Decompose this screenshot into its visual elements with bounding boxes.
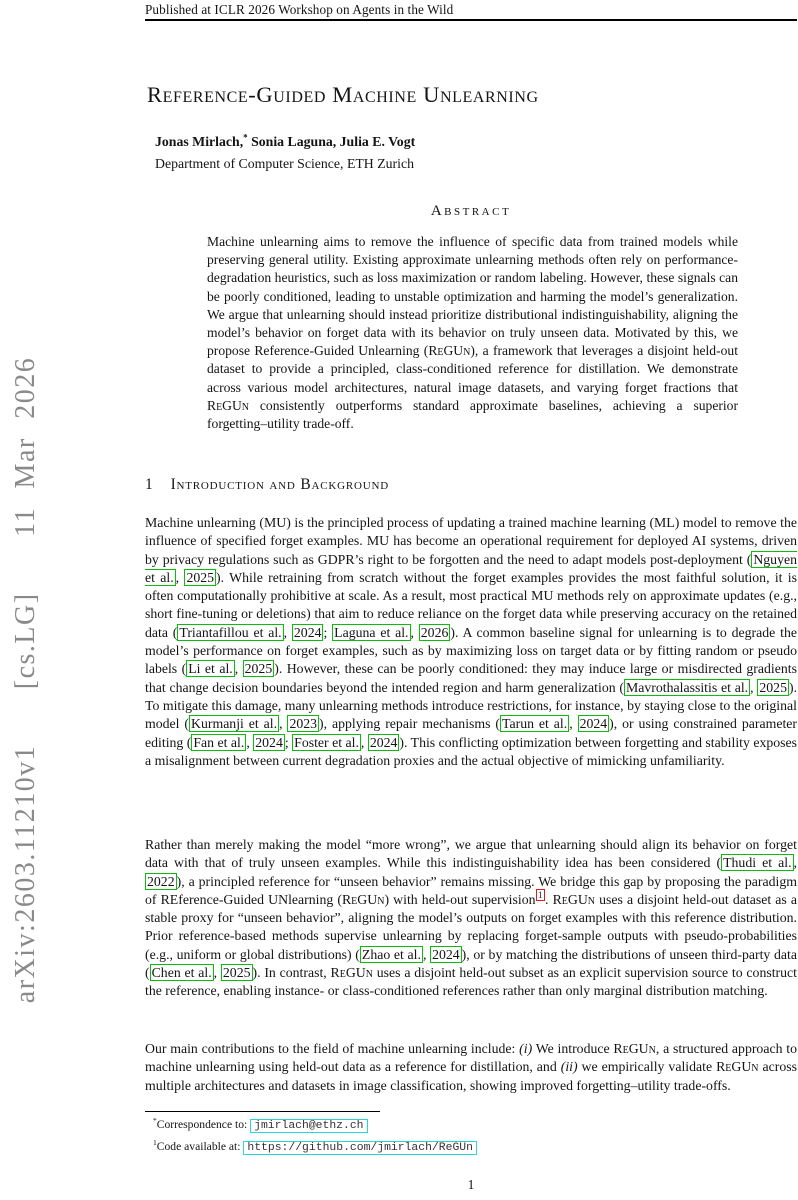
smallcaps-text: ReGUn — [341, 891, 385, 907]
arxiv-watermark: arXiv:2603.11210v1 [cs.LG] 11 Mar 2026 — [10, 356, 41, 1004]
citation-link[interactable]: 2024 — [255, 734, 283, 750]
affiliation: Department of Computer Science, ETH Zurich — [155, 156, 414, 171]
citation-link[interactable]: 2023 — [289, 716, 318, 732]
footnote-correspondence: *Correspondence to: jmirlach@ethz.ch — [145, 1115, 797, 1137]
citation-link[interactable]: Li et al. — [188, 661, 233, 677]
running-head: Published at ICLR 2026 Workshop on Agents in the Wild — [145, 2, 454, 17]
citation-link[interactable]: Fan et al. — [193, 734, 245, 750]
citation-link[interactable]: 2025 — [244, 661, 273, 677]
citation-link[interactable]: 2025 — [186, 569, 215, 585]
hyperlink[interactable]: jmirlach@ethz.ch — [250, 1119, 367, 1133]
section-title: Introduction and Background — [170, 476, 389, 493]
citation-link[interactable]: Zhao et al. — [361, 946, 421, 962]
italic-text: (i) — [519, 1041, 533, 1056]
smallcaps-text: ReGUn — [716, 1059, 759, 1075]
hyperlink[interactable]: https://github.com/jmirlach/ReGUn — [243, 1141, 477, 1155]
section-1-heading — [145, 476, 389, 494]
page-number: 1 — [467, 1177, 475, 1192]
footnote-marker: * — [243, 132, 248, 143]
intro-paragraph-1: Machine unlearning (MU) is the principled process of updating a trained machine learning (ML) model to remove the influence of specified forget examples. MU has become an operational requirement for deployed AI systems, driven by privacy regulations such as GDPR’s right to be forgotten and the need to adapt models post-deployment ( Nguyen et al. , 2025 ). While retraining from scratch without the forget examples provides the most faithful solution, it is often computationally prohibitive at scale. As a result, most practical MU methods rely on approximate updates (e.g., short fine-tuning or deletions) that aim to reduce reliance on the forget data while preserving accuracy on the retained data ( Triantafillou et al. , 2024 ; Laguna et al. , 2026 ). A common baseline signal for unlearning is to degrade the model’s performance on forget examples, such as by maximizing loss on target data or by fitting random or pseudo labels ( Li et al. , 2025 ). However, these can be poorly conditioned: they may induce large or misdirected gradients that change decision boundaries beyond the intended region and harm generalization ( Mavrothalassitis et al. , 2025 ). To mitigate this damage, many unlearning methods introduce restrictions, for instance, by staying close to the original model ( Kurmanji et al. , 2023 ), applying repair mechanisms ( Tarun et al. , 2024 ), or using constrained parameter editing ( Fan et al. , 2024 ; Foster et al. , 2024 ). This conflicting optimization between forgetting and stability exposes a misalignment between current degradation proxies and the actual objective of mimicking unfamiliarity. — [145, 515, 798, 768]
author-list: Jonas Mirlach,* Sonia Laguna, Julia E. Vogt — [155, 132, 416, 149]
footnote-marker: 1 — [153, 1137, 157, 1147]
smallcaps-text: ReGUn — [330, 965, 373, 981]
citation-link[interactable]: 2024 — [432, 946, 460, 962]
citation-link[interactable]: 2025 — [759, 679, 787, 695]
citation-link[interactable]: Tarun et al. — [502, 716, 568, 732]
smallcaps-text: ReGUn — [613, 1041, 656, 1056]
citation-link[interactable]: Nguyen et al. — [145, 551, 797, 585]
footnote-ref-link[interactable]: 1 — [536, 889, 545, 901]
smallcaps-text: ReGUn — [552, 891, 596, 907]
smallcaps-text: ReGUn — [207, 397, 250, 413]
citation-link[interactable]: 2026 — [420, 624, 449, 640]
citation-link[interactable]: Mavrothalassitis et al. — [626, 679, 749, 695]
smallcaps-text: ReGUn — [428, 343, 471, 359]
header-rule — [145, 19, 797, 21]
citation-link[interactable]: 2024 — [369, 734, 398, 750]
citation-link[interactable]: 2022 — [147, 873, 175, 889]
abstract-text: Machine unlearning aims to remove the influence of specific data from trained models while preserving general utility. Existing approximate unlearning methods often rely on performance-degradation heuristics, such as loss maximization or random labeling. However, these signals can be poorly conditioned, leading to unstable optimization and harming the model’s generalization. We argue that unlearning should instead prioritize distributional indistinguishability, aligning the model’s behavior on forget data with its behavior on truly unseen data. Motivated by this, we propose Reference-Guided Unlearning (ReGUn), a framework that leverages a disjoint held-out dataset to provide a principled, class-conditioned reference for distillation. We demonstrate across various model architectures, natural image datasets, and varying forget fractions that ReGUn consistently outperforms standard approximate baselines, achieving a superior forgetting–utility trade-off. — [207, 234, 738, 432]
paper-title: Reference-Guided Machine Unlearning — [147, 82, 539, 107]
citation-link[interactable]: 2024 — [293, 624, 322, 640]
section-number: 1 — [145, 476, 154, 493]
footnote-rule — [145, 1111, 380, 1112]
footnote-block — [145, 1115, 797, 1158]
citation-link[interactable]: Triantafillou et al. — [179, 624, 282, 640]
intro-paragraph-2: Rather than merely making the model “more wrong”, we argue that unlearning should align its behavior on forget data with that of truly unseen examples. While this indistinguishability idea has been considered ( Thudi et al. , 2022 ), a principled reference for “unseen behavior” remains missing. We bridge this gap by proposing the paradigm of REference-Guided UNlearning (ReGUn) with held-out supervision $^1$ . ReGUn uses a disjoint held-out dataset as a stable proxy for “unseen behavior”, aligning the model’s outputs on forget examples with this reference distribution. Prior reference-based methods supervise unlearning by replacing forget-sample outputs with pseudo-probabilities (e.g., uniform or global distributions) ( Zhao et al. , 2024 ), or by matching the distributions of unseen third-party data ( Chen et al. , 2025 ). In contrast, ReGUn uses a disjoint held-out subset as an explicit supervision source to construct the reference, enabling instance- or class-conditioned references rather than only marginal distribution matching. — [145, 837, 797, 999]
citation-link[interactable]: Kurmanji et al. — [191, 716, 278, 732]
citation-link[interactable]: Chen et al. — [151, 965, 212, 981]
citation-link[interactable]: Thudi et al. — [723, 855, 792, 871]
footnote-code: $^1$Code available at: https://github.com/jmirlach/ReGUn — [145, 1137, 797, 1159]
citation-link[interactable]: 2025 — [222, 965, 251, 981]
italic-text: (ii) — [560, 1059, 578, 1075]
citation-link[interactable]: Laguna et al. — [334, 624, 409, 640]
footnote-marker: * — [153, 1116, 157, 1126]
abstract-heading: Abstract — [430, 203, 512, 219]
citation-link[interactable]: 2024 — [579, 716, 608, 732]
citation-link[interactable]: Foster et al. — [294, 734, 359, 750]
intro-paragraph-3: Our main contributions to the field of machine unlearning include: (i) We introduce ReGUn, a structured approach to machine unlearning using held-out data as a reference for distillation, and (ii) we empirically validate ReGUn across multiple architectures and datasets in image classification, showing improved forgetting–utility trade-offs. — [145, 1041, 797, 1093]
